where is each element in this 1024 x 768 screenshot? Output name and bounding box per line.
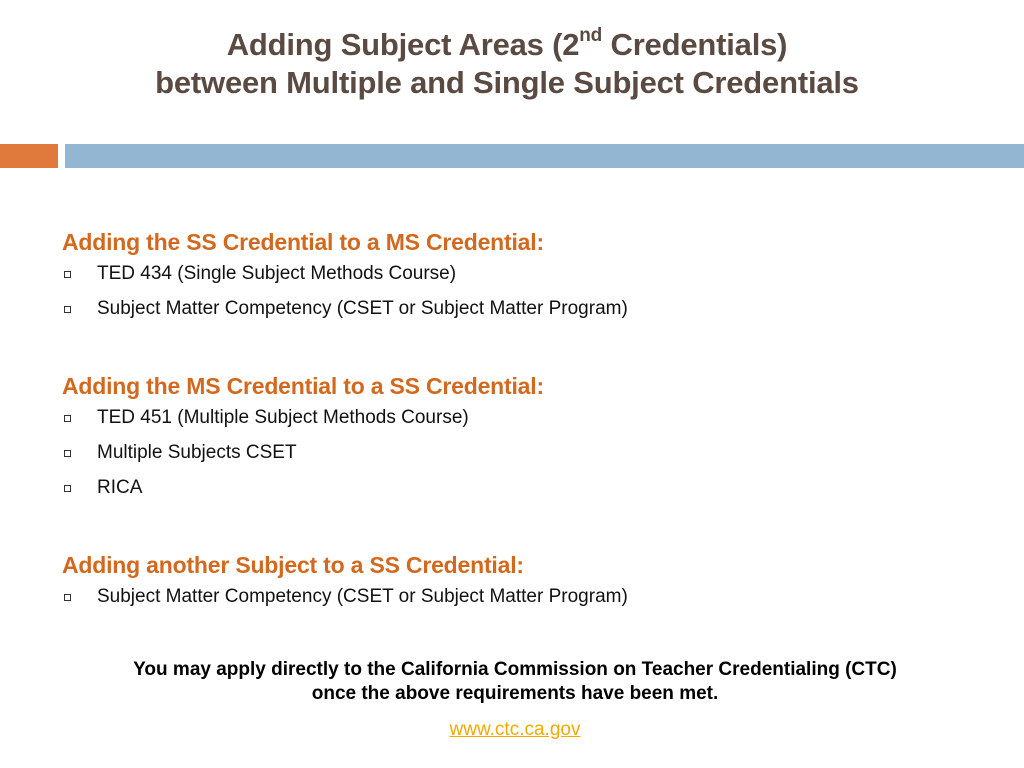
list-item: [62, 435, 544, 470]
title-line-1-end: Credentials): [602, 27, 788, 62]
square-bullet-icon: [64, 594, 71, 601]
square-bullet-icon: [64, 271, 71, 278]
accent-bar-orange: [0, 144, 58, 168]
section-another-subject: [62, 551, 628, 614]
list-item: [62, 400, 544, 435]
section-heading: Adding the MS Credential to a SS Credential:: [62, 373, 544, 399]
list-item-text: Subject Matter Competency (CSET or Subject Matter Program): [97, 586, 628, 607]
bullet-list: [62, 256, 628, 326]
apply-note: [0, 658, 1024, 706]
list-item: [62, 256, 628, 291]
bullet-list: [62, 400, 544, 505]
title-line-1-start: Adding Subject Areas (2: [226, 27, 580, 62]
accent-bar-blue: [65, 144, 1024, 168]
list-item-text: RICA: [97, 477, 143, 498]
title-line-1: [0, 26, 1014, 64]
square-bullet-icon: [64, 306, 71, 313]
section-ms-to-ss: [62, 372, 544, 505]
list-item-text: TED 434 (Single Subject Methods Course): [97, 263, 457, 284]
list-item: [62, 470, 544, 505]
list-item-text: Subject Matter Competency (CSET or Subject Matter Program): [97, 298, 628, 319]
square-bullet-icon: [64, 485, 71, 492]
list-item-text: Multiple Subjects CSET: [97, 442, 297, 463]
list-item-text: TED 451 (Multiple Subject Methods Course): [97, 407, 469, 428]
bullet-list: [62, 579, 628, 614]
apply-note-line-1: You may apply directly to the California Commission on Teacher Credentialing (CTC): [133, 659, 897, 680]
section-heading: Adding another Subject to a SS Credential:: [62, 552, 524, 578]
slide-title: [0, 26, 1014, 102]
section-heading: Adding the SS Credential to a MS Credential:: [62, 229, 544, 255]
list-item: [62, 291, 628, 326]
square-bullet-icon: [64, 415, 71, 422]
section-ss-to-ms: [62, 228, 628, 326]
apply-note-line-2: once the above requirements have been met.: [311, 683, 719, 704]
ctc-website-link[interactable]: www.ctc.ca.gov: [449, 719, 581, 740]
list-item: [62, 579, 628, 614]
title-line-2: between Multiple and Single Subject Credentials: [155, 65, 859, 100]
title-superscript: nd: [579, 24, 603, 46]
square-bullet-icon: [64, 450, 71, 457]
